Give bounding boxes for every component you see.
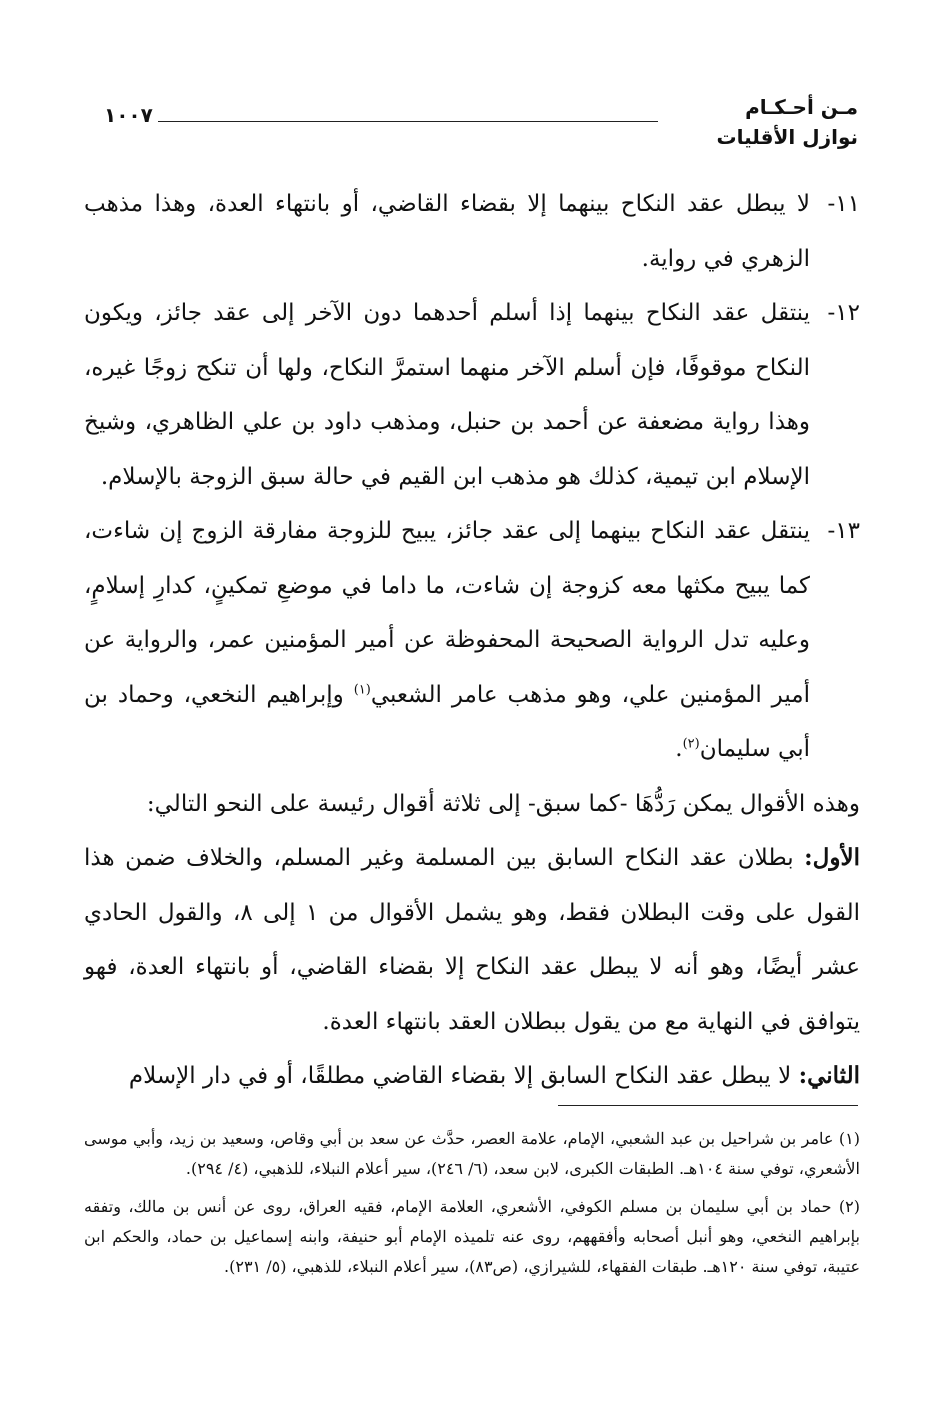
footnote-ref-2[interactable]: (٢): [682, 736, 700, 752]
item-number: ١١-: [827, 191, 860, 217]
item-text-part-c: .: [675, 736, 683, 762]
summary-paragraph: وهذه الأقوال يمكن رَدُّهَا -كما سبق- إلى ثلاثة أقوال رئيسة على النحو التالي:: [146, 790, 860, 817]
header-rule: [158, 121, 658, 122]
running-title: [658, 92, 858, 152]
running-title-line-2: نوازل الأقليات: [716, 125, 858, 149]
footnotes: [84, 1124, 860, 1290]
second-opinion-label: الثاني:: [798, 1062, 860, 1089]
first-opinion-text: بطلان عقد النكاح السابق بين المسلمة وغير المسلم، والخلاف ضمن هذا القول على وقت البطلان فقط، وهو يشمل الأقوال من ١ إلى ٨، والقول الحادي عشر أيضًا، وهو أنه لا يبطل عقد النكاح إلا بقضاء القاضي، أو بانتهاء العدة، فهو يتوافق في النهاية مع من يقول ببطلان العقد بانتهاء العدة.: [84, 845, 860, 1035]
item-text-part-a: ينتقل عقد النكاح بينهما إلى عقد جائز، يبيح للزوجة مفارقة الزوج إن شاءت، كما يبيح مكثها معه كزوجة إن شاءت، ما داما في موضعِ تمكينٍ، كدارِ إسلامٍ، وعليه تدل الرواية الصحيحة المحفوظة عن أمير المؤمنين عمر، والرواية عن أمير المؤمنين علي، وهو مذهب عامر الشعبي: [84, 518, 810, 708]
item-text: لا يبطل عقد النكاح بينهما إلا بقضاء القاضي، أو بانتهاء العدة، وهذا مذهب الزهري في رواية.: [84, 191, 810, 272]
footnote-1: (١) عامر بن شراحيل بن عبد الشعبي، الإمام، علامة العصر، حدَّث عن سعد بن أبي وقاص، وسعيد بن زيد، وأبي موسى الأشعري، توفي سنة ١٠٤هـ. الطبقات الكبرى، لابن سعد، (٦/ ٢٤٦)، سير أعلام النبلاء، للذهبي، (٤/ ٢٩٤).: [84, 1129, 860, 1178]
item-text-part-b: وإبراهيم النخعي، وحماد بن أبي سليمان: [84, 681, 810, 762]
item-text: [84, 504, 810, 777]
item-number: ١٢-: [827, 300, 860, 326]
second-opinion-paragraph: [84, 1049, 860, 1104]
list-item-12: [84, 286, 860, 504]
list-item-11: [84, 177, 860, 286]
body-text: [84, 177, 860, 1104]
page-number: ١٠٠٧: [104, 103, 153, 127]
footnote-2: (٢) حماد بن أبي سليمان بن مسلم الكوفي، الأشعري، العلامة الإمام، فقيه العراق، روى عن أنس بن مالك، وتفقه بإبراهيم النخعي، وهو أنبل أصحابه وأفقههم، روى عنه تلميذه الإمام أبو حنيفة، وابنه إسماعيل بن حماد، والحكم ابن عتيبة، توفي سنة ١٢٠هـ. طبقات الفقهاء، للشيرازي، (ص٨٣)، سير أعلام النبلاء، للذهبي، (٥/ ٢٣١).: [84, 1197, 860, 1276]
first-opinion-paragraph: [84, 831, 860, 1049]
first-opinion-label: الأول:: [804, 844, 860, 871]
footnote-rule: [558, 1105, 858, 1106]
item-number: ١٣-: [827, 518, 860, 544]
running-title-line-1: مـن أحـكـام: [745, 95, 858, 119]
list-item-13: [84, 504, 860, 777]
footnote-ref-1[interactable]: (١): [353, 681, 371, 697]
second-opinion-text: لا يبطل عقد النكاح السابق إلا بقضاء القاضي مطلقًا، أو في دار الإسلام: [128, 1063, 799, 1089]
item-text: ينتقل عقد النكاح بينهما إذا أسلم أحدهما دون الآخر إلى عقد جائز، ويكون النكاح موقوفًا، فإن أسلم الآخر منهما استمرَّ النكاح، ولها أن تنكح زوجًا غيره، وهذا رواية مضعفة عن أحمد بن حنبل، ومذهب داود بن علي الظاهري، وشيخ الإسلام ابن تيمية، كذلك هو مذهب ابن القيم في حالة سبق الزوجة بالإسلام.: [84, 300, 810, 490]
